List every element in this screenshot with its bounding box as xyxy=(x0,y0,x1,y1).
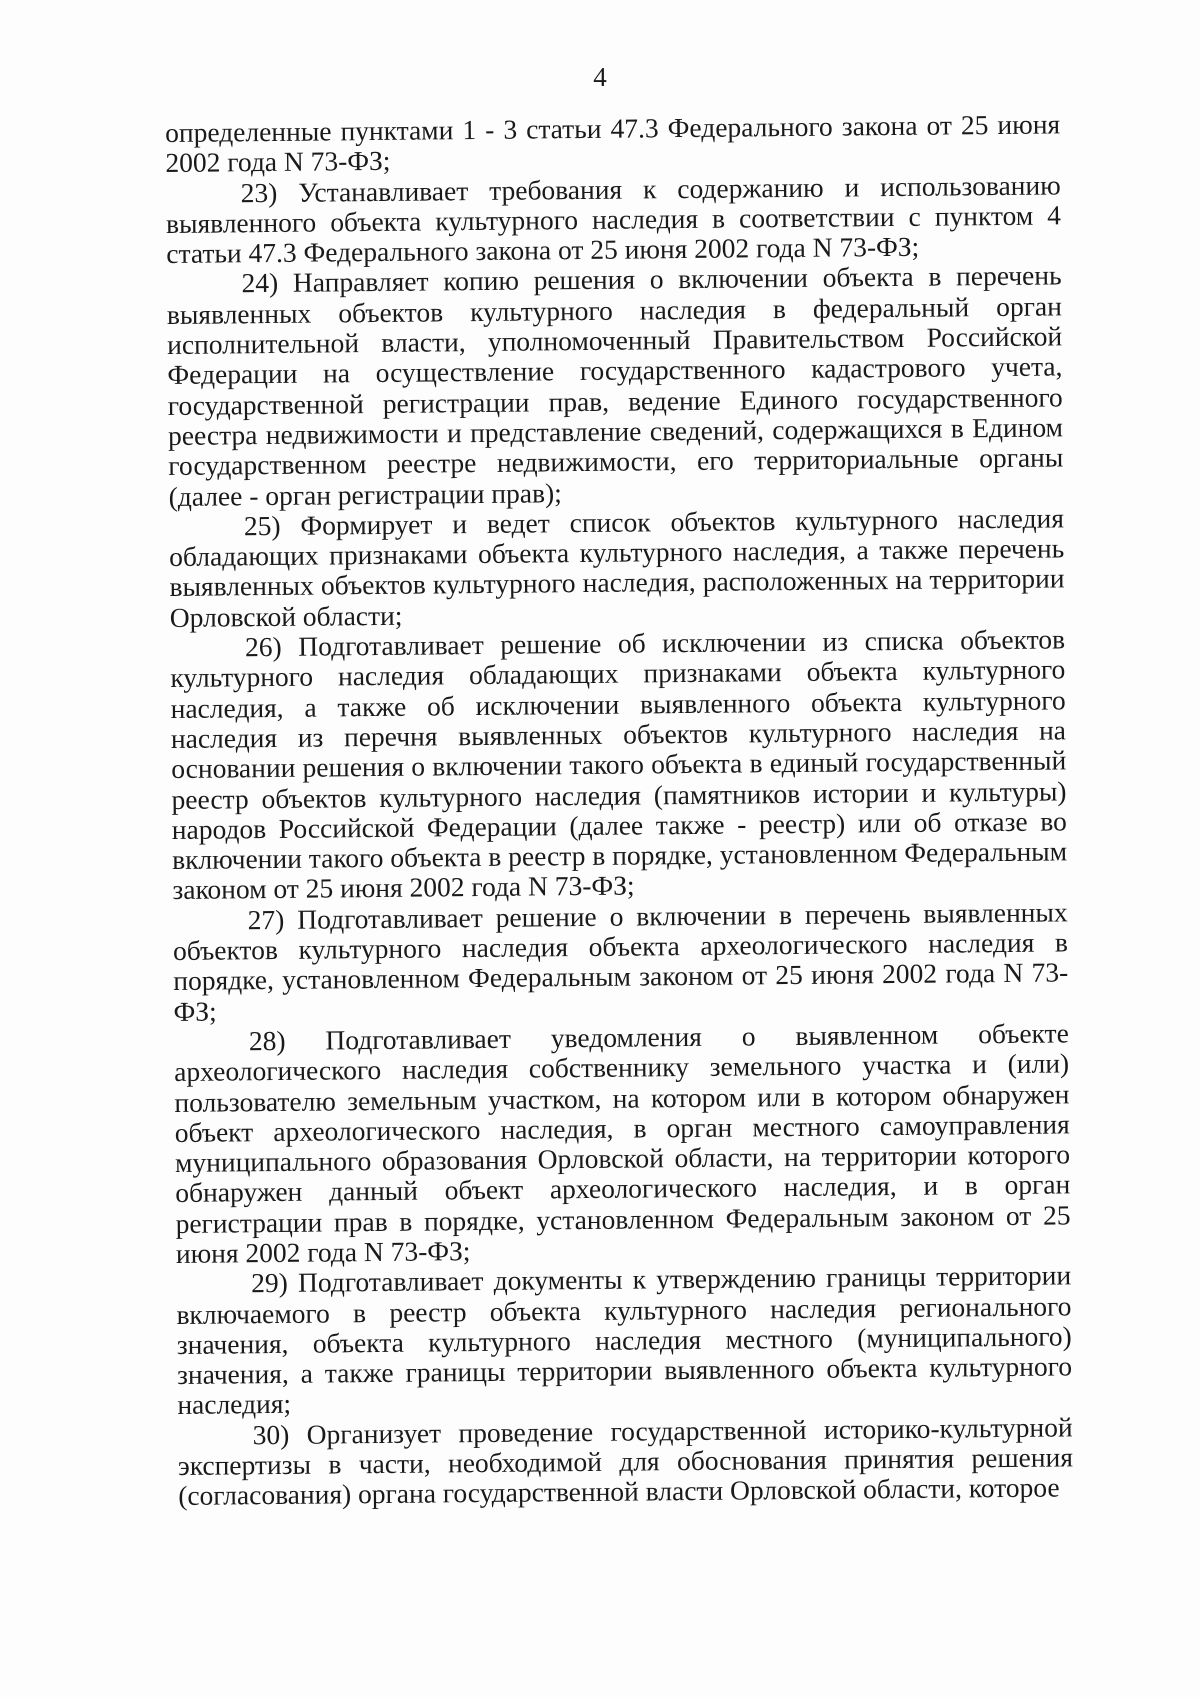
paragraph-item-25: 25) Формирует и ведет список объектов культурного наследия обладающих признаками объекта культурного наследия, а также перечень выявленных объектов культурного наследия, расположенных на территории Орловской области; xyxy=(169,502,1065,633)
paragraph-item-27: 27) Подготавливает решение о включении в перечень выявленных объектов культурного наследия объекта археологического наследия в порядке, установленном Федеральным законом от 25 июня 2002 года N 73-ФЗ; xyxy=(172,896,1069,1027)
paragraph-continuation: определенные пунктами 1 - 3 статьи 47.3 Федерального закона от 25 июня 2002 года N 73-ФЗ; xyxy=(164,108,1061,179)
page-number: 4 xyxy=(593,62,607,92)
paragraph-item-30: 30) Организует проведение государственной историко-культурной экспертизы в части, необходимой для обоснования принятия решения (согласования) органа государственной власти Орловской области, которое xyxy=(177,1411,1074,1512)
paragraph-item-23: 23) Устанавливает требования к содержанию и использованию выявленного объекта культурного наследия в соответствии с пунктом 4 статьи 47.3 Федерального закона от 25 июня 2002 года N 73-ФЗ; xyxy=(165,168,1062,270)
paragraph-item-26: 26) Подготавливает решение об исключении из списка объектов культурного наследия обладающих признаками объекта культурного наследия, а также об исключении выявленного объекта культурного наследия из перечня выявленных объектов культурного наследия на основании решения о включении такого объекта в единый государственный реестр объектов культурного наследия (памятников истории и культуры) народов Российской Федерации (далее также - реестр) или об отказе во включении такого объекта в реестр в порядке, установленном Федеральным законом от 25 июня 2002 года N 73-ФЗ; xyxy=(170,623,1068,906)
paragraph-item-29: 29) Подготавливает документы к утверждению границы территории включаемого в реестр объекта культурного наследия регионального значения, объекта культурного наследия местного (муниципального) значения, а также границы территории выявленного объекта культурного наследия; xyxy=(176,1259,1073,1421)
paragraph-item-24: 24) Направляет копию решения о включении объекта в перечень выявленных объектов культурного наследия в федеральный орган исполнительной власти, уполномоченный Правительством Российской Федерации на осуществление государственного кадастрового учета, государственной регистрации прав, ведение Единого государственного реестра недвижимости и представление сведений, содержащихся в Едином государственном реестре недвижимости, его территориальные органы (далее - орган регистрации прав); xyxy=(166,259,1064,512)
paragraph-item-28: 28) Подготавливает уведомления о выявленном объекте археологического наследия собственнику земельного участка и (или) пользователю земельным участком, на котором или в котором обнаружен объект археологического наследия, в орган местного самоуправления муниципального образования Орловской области, на территории которого обнаружен данный объект археологического наследия, и в орган регистрации прав в порядке, установленном Федеральным законом от 25 июня 2002 года N 73-ФЗ; xyxy=(174,1017,1071,1269)
document-body xyxy=(165,109,1073,1511)
